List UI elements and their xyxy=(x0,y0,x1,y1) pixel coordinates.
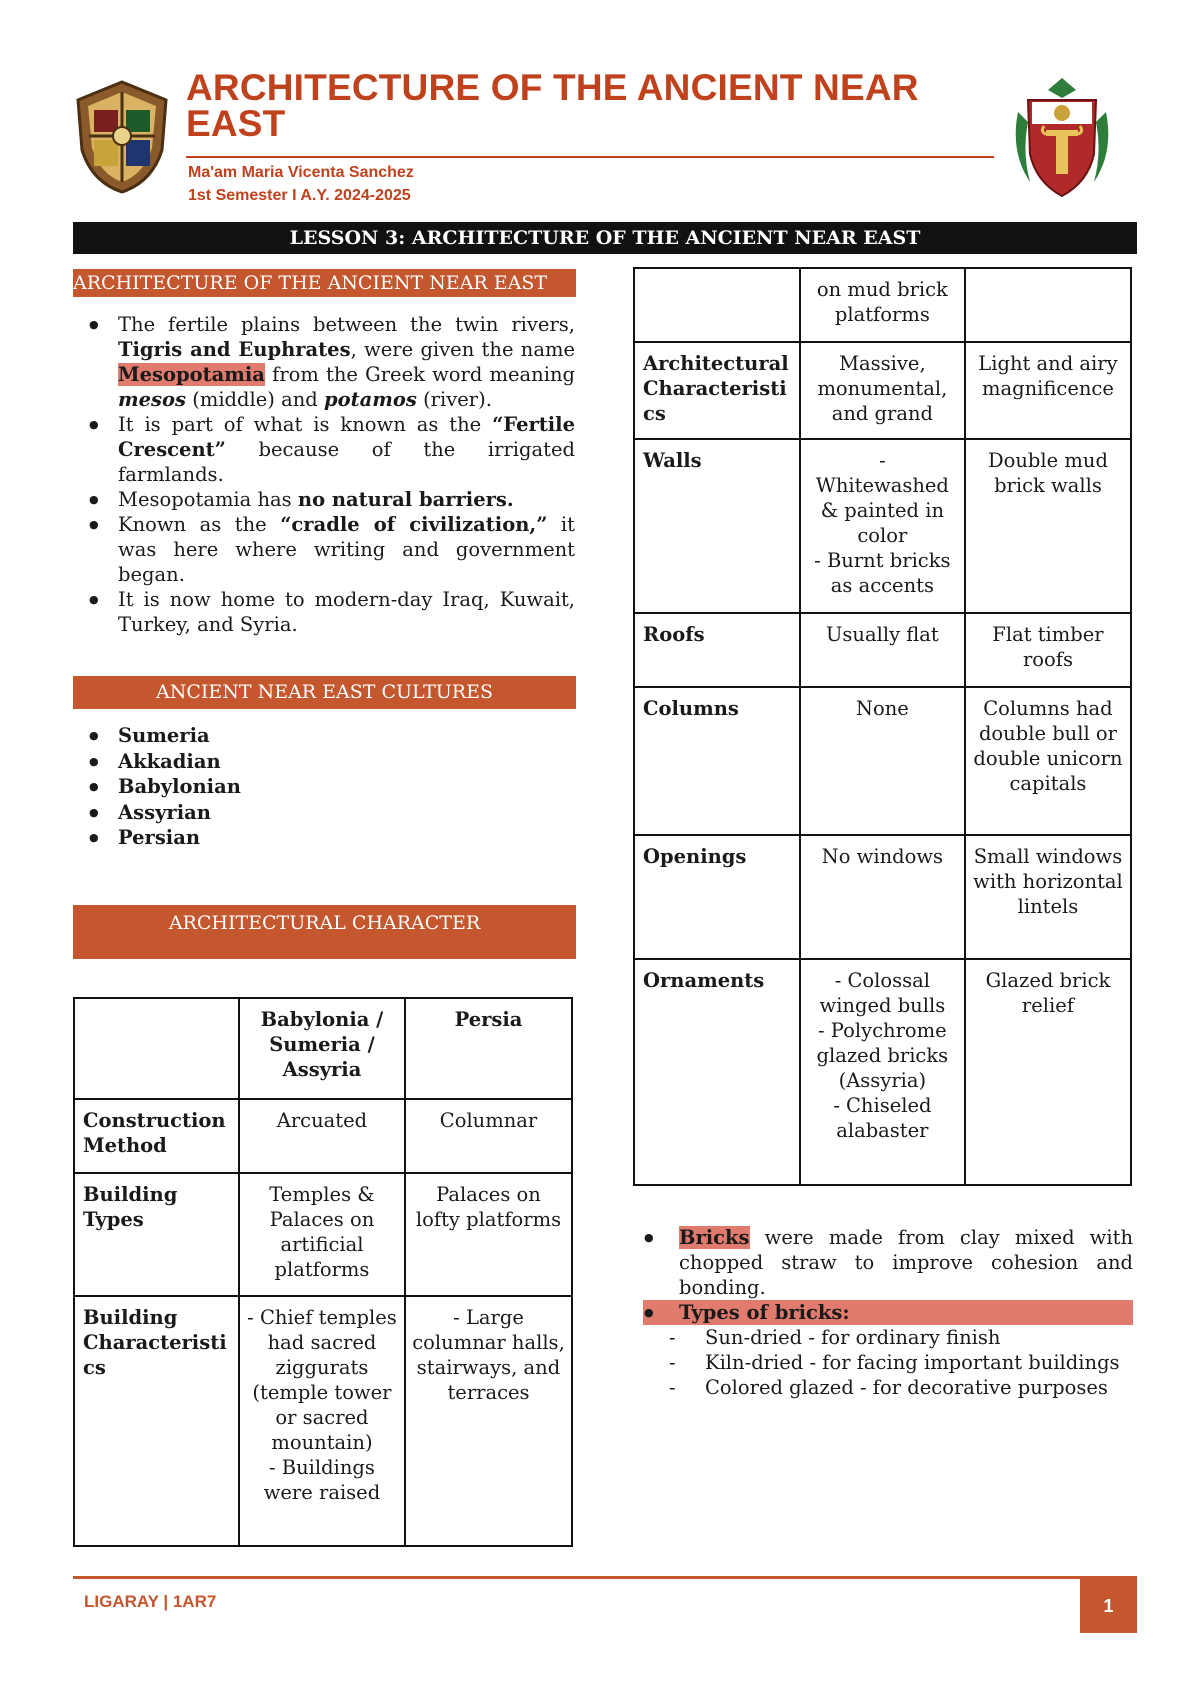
table-cell: None xyxy=(800,687,965,835)
row-header: Columns xyxy=(634,687,800,835)
row-header: Roofs xyxy=(634,613,800,687)
culture-item: ● Sumeria xyxy=(85,723,241,749)
table-row xyxy=(634,342,1131,439)
culture-item: ● Akkadian xyxy=(85,749,241,775)
list-item: ● It is now home to modern-day Iraq, Kuwait, Turkey, and Syria. xyxy=(85,587,575,637)
list-item xyxy=(85,487,575,512)
text-span: it was here where writing and government began. xyxy=(118,513,575,586)
title-divider xyxy=(186,156,994,158)
column-header: Persia xyxy=(405,998,572,1099)
table-cell: Massive, monumental, and grand xyxy=(800,342,965,439)
mesopotamia-highlight: Mesopotamia xyxy=(118,363,265,386)
section-heading-ancient-near-east: ARCHITECTURE OF THE ANCIENT NEAR EAST xyxy=(73,269,576,297)
culture-item: ● Babylonian xyxy=(85,774,241,800)
list-item xyxy=(85,312,575,412)
table-row xyxy=(74,1099,572,1173)
text-span: Known as the xyxy=(118,513,281,536)
text-span: (middle) and xyxy=(186,388,324,411)
footer-author: LIGARAY | 1AR7 xyxy=(84,1592,217,1611)
section-heading-cultures: ANCIENT NEAR EAST CULTURES xyxy=(73,676,576,709)
table-cell: Usually flat xyxy=(800,613,965,687)
row-header: Construction Method xyxy=(74,1099,239,1173)
column-header: Babylonia / Sumeria / Assyria xyxy=(239,998,405,1099)
table-row xyxy=(74,1173,572,1296)
lesson-title-bar: LESSON 3: ARCHITECTURE OF THE ANCIENT NEAR EAST xyxy=(73,222,1137,254)
table-cell: Palaces on lofty platforms xyxy=(405,1173,572,1296)
bricks-highlight: Bricks xyxy=(679,1226,750,1249)
architecture-school-crest-logo xyxy=(1010,72,1114,202)
text-span: (river). xyxy=(416,388,492,411)
row-header: Building Types xyxy=(74,1173,239,1296)
table-row xyxy=(634,439,1131,613)
cultures-list xyxy=(85,723,241,851)
text-span: , were given the name xyxy=(350,338,575,361)
text-span: The fertile plains between the twin rivers, xyxy=(118,313,575,336)
house-crest-logo xyxy=(72,78,172,196)
section-heading-architectural-character: ARCHITECTURAL CHARACTER xyxy=(73,905,576,959)
table-cell: No windows xyxy=(800,835,965,959)
table-cell: Arcuated xyxy=(239,1099,405,1173)
text-span: because of the irrigated farmlands. xyxy=(118,438,575,486)
table-cell: on mud brick platforms xyxy=(800,268,965,342)
table-row xyxy=(74,1296,572,1546)
bricks-list xyxy=(643,1225,1133,1400)
cradle-term: “cradle of civilization,” xyxy=(280,513,548,536)
table-cell: Temples & Palaces on artificial platforms xyxy=(239,1173,405,1296)
table-cell: Columns had double bull or double unicorn capitals xyxy=(965,687,1131,835)
semester-label: 1st Semester I A.Y. 2024-2025 xyxy=(188,187,411,204)
list-item xyxy=(85,512,575,587)
text-span: were made from clay mixed with chopped straw to improve cohesion and bonding. xyxy=(679,1226,1133,1299)
no-barriers-term: no natural barriers. xyxy=(297,488,514,511)
table-cell: - Large columnar halls, stairways, and terraces xyxy=(405,1296,572,1546)
row-header: Building Characteristi cs xyxy=(74,1296,239,1546)
row-header: Ornaments xyxy=(634,959,800,1185)
table-cell: - Whitewashed & painted in color - Burnt bricks as accents xyxy=(800,439,965,613)
table-cell: Double mud brick walls xyxy=(965,439,1131,613)
brick-types-heading: Types of bricks: xyxy=(679,1301,850,1324)
table-cell: Glazed brick relief xyxy=(965,959,1131,1185)
brick-type-item: - Sun-dried - for ordinary finish xyxy=(643,1325,1133,1350)
rivers-term: Tigris and Euphrates xyxy=(118,338,351,361)
brick-type-item: - Kiln-dried - for facing important buildings xyxy=(643,1350,1133,1375)
table-cell: Small windows with horizontal lintels xyxy=(965,835,1131,959)
brick-type-item: - Colored glazed - for decorative purposes xyxy=(643,1375,1133,1400)
culture-item: ● Assyrian xyxy=(85,800,241,826)
architecture-comparison-table-continued xyxy=(633,267,1132,1186)
table-header-row xyxy=(74,998,572,1099)
table-row xyxy=(634,687,1131,835)
table-row xyxy=(634,959,1131,1185)
table-row xyxy=(634,268,1131,342)
list-item xyxy=(85,412,575,487)
table-row xyxy=(634,835,1131,959)
text-span: It is part of what is known as the xyxy=(118,413,493,436)
page-number: 1 xyxy=(1080,1579,1137,1633)
fertile-crescent-term: “Fertile Crescent” xyxy=(118,413,575,461)
table-cell: Light and airy magnificence xyxy=(965,342,1131,439)
document-title: ARCHITECTURE OF THE ANCIENT NEAR EAST xyxy=(186,67,919,144)
footer-divider xyxy=(73,1576,1137,1579)
table-row xyxy=(634,613,1131,687)
list-item xyxy=(643,1225,1133,1300)
teacher-name: Ma'am Maria Vicenta Sanchez xyxy=(188,164,414,181)
row-header: Walls xyxy=(634,439,800,613)
list-item xyxy=(643,1300,1133,1325)
text-span: from the Greek word meaning xyxy=(264,363,575,386)
intro-bullet-list xyxy=(85,312,575,637)
table-cell: - Chief temples had sacred ziggurats (temple tower or sacred mountain) - Buildings were raised xyxy=(239,1296,405,1546)
culture-item: ● Persian xyxy=(85,825,241,851)
table-cell: Flat timber roofs xyxy=(965,613,1131,687)
potamos-term: potamos xyxy=(323,388,417,411)
row-header: Architectural Characteristi cs xyxy=(634,342,800,439)
text-span: Mesopotamia has xyxy=(118,488,298,511)
table-cell: - Colossal winged bulls - Polychrome glazed bricks (Assyria) - Chiseled alabaster xyxy=(800,959,965,1185)
row-header: Openings xyxy=(634,835,800,959)
architecture-comparison-table xyxy=(73,997,573,1547)
table-cell xyxy=(634,268,800,342)
mesos-term: mesos xyxy=(118,388,187,411)
table-cell xyxy=(74,998,239,1099)
table-cell xyxy=(965,268,1131,342)
table-cell: Columnar xyxy=(405,1099,572,1173)
